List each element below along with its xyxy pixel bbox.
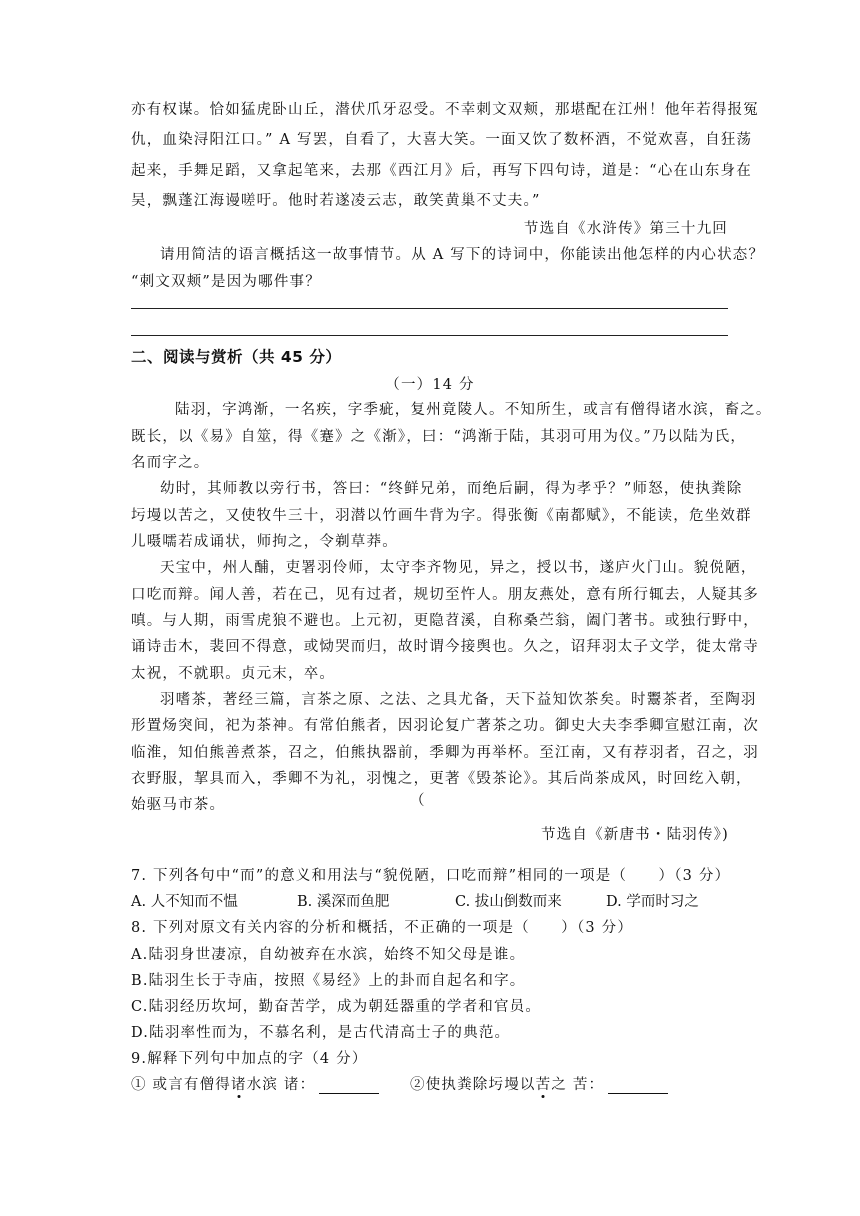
para3-line-5: 太祝，不就职。贞元末，卒。: [131, 666, 336, 682]
section2-heading: 二、阅读与赏析（共 45 分）: [131, 348, 342, 366]
answer-rule-1[interactable]: [131, 308, 728, 309]
passage1-question-line-1: 请用简洁的语言概括这一故事情节。从 A 写下的诗词中，你能读出他怎样的内心状态？: [160, 247, 765, 263]
para2-line-3: 儿嗫嚅若成诵状，师拘之，令剃草莽。: [131, 534, 398, 550]
para3-line-3: 嗔。与人期，雨雪虎狼不避也。上元初，更隐苕溪，自称桑苎翁，阖门著书。或独行野中，: [131, 613, 759, 629]
q8-option-c[interactable]: C.陆羽经历坎坷，勤奋苦学，成为朝廷器重的学者和官员。: [131, 999, 542, 1015]
para4-line-4: 衣野服，挈具而入，季卿不为礼，羽愧之，更著《毁茶论》。其后尚茶成风，时回纥入朝，: [131, 771, 752, 787]
q7-option-c[interactable]: C. 拔山倒数而来: [455, 894, 562, 910]
q9-item-1-dotted-char: 诸: [231, 1077, 247, 1093]
q9-item-2-dotted-char: 苦: [535, 1077, 552, 1093]
q7-option-b[interactable]: B. 溪深而鱼肥: [297, 894, 390, 910]
q8-option-b[interactable]: B.陆羽生长于寺庙，按照《易经》上的卦而自起名和字。: [131, 973, 526, 989]
para4-line-5: 始驱马市茶。: [131, 797, 226, 813]
para4-line-2: 形置炀突间，祀为茶神。有常伯熊者，因羽论复广著茶之功。御史大夫李季卿宣慰江南，次: [131, 718, 759, 734]
q9-answer-blank-1[interactable]: [319, 1079, 379, 1094]
q9-item-1-pre: ① 或言有僧得: [131, 1077, 232, 1093]
q8-stem: 8. 下列对原文有关内容的分析和概括，不正确的一项是（ ）（3 分）: [131, 920, 634, 936]
q7-option-a[interactable]: A. 人不知而不愠: [131, 894, 238, 910]
passage1-line-2: 仇，血染浔阳江口。” A 写罢，自看了，大喜大笑。一面又饮了数杯酒，不觉欢喜，自狂荡: [131, 132, 753, 148]
q9-item-2: [410, 1073, 668, 1094]
passage1-line-3: 起来，手舞足蹈，又拿起笔来，去那《西江月》后，再写下四句诗，道是：“心在山东身在: [131, 163, 752, 179]
para2-line-1: 幼时，其师教以旁行书，答曰：“终鲜兄弟，而绝后嗣，得为孝乎？”师怒，使执粪除: [160, 481, 743, 497]
para2-line-2: 圬墁以苦之，又使牧牛三十，羽潜以竹画牛背为字。得张衡《南都赋》，不能读，危坐效群: [131, 508, 752, 524]
para4-line-1: 羽嗜茶，著经三篇，言茶之原、之法、之具尤备，天下益知饮茶矣。时鬻茶者，至陶羽: [160, 692, 757, 708]
passage1-line-1: 亦有权谋。恰如猛虎卧山丘，潜伏爪牙忍受。不幸刺文双颊，那堪配在江州！他年若得报冤: [131, 102, 759, 118]
para3-line-1: 天宝中，州人酺，吏署羽伶师，太守李齐物见，异之，授以书，遂庐火门山。貌侻陋，: [160, 560, 757, 576]
q9-item-2-pre: ②使执粪除圬墁以: [410, 1077, 536, 1093]
q9-stem: 9.解释下列句中加点的字（4 分）: [131, 1051, 368, 1067]
para4-line-3: 临淮，知伯熊善煮茶，召之，伯熊执器前，季卿为再举杯。至江南，又有荐羽者，召之，羽: [131, 745, 759, 761]
para3-line-2: 口吃而辩。闻人善，若在己，见有过者，规切至忤人。朋友燕处，意有所行辄去，人疑其多: [131, 587, 759, 603]
q7-options: [0, 890, 860, 910]
q7-option-d[interactable]: D. 学而时习之: [606, 894, 699, 910]
answer-rule-2[interactable]: [131, 335, 728, 336]
para1-line-3: 名而字之。: [131, 455, 210, 471]
q8-option-d[interactable]: D.陆羽率性而为，不慕名利，是古代清高士子的典范。: [131, 1025, 511, 1041]
passage1-question-line-2: “刺文双颊”是因为哪件事？: [131, 274, 321, 290]
q9-item-1: [131, 1073, 379, 1094]
para3-line-4: 诵诗击木，裴回不得意，或恸哭而归，故时谓今接舆也。久之，诏拜羽太子文学，徙太常寺: [131, 639, 759, 655]
stray-paren: （: [410, 793, 426, 809]
passage1-line-4: 吴，飘蓬江海谩嗟吁。他时若遂凌云志，敢笑黄巢不丈夫。”: [131, 193, 541, 209]
q9-item-2-post: 之 苦：: [551, 1077, 605, 1093]
passage1-source: 节选自《水浒传》第三十九回: [523, 221, 728, 237]
q9-item-1-post: 水滨 诸：: [246, 1077, 316, 1093]
section2-source: 节选自《新唐书・陆羽传》): [540, 827, 729, 843]
q9-answer-blank-2[interactable]: [608, 1079, 668, 1094]
para1-line-1: 陆羽，字鸿渐，一名疾，字季疵，复州竟陵人。不知所生，或言有僧得诸水滨，畜之。: [175, 402, 772, 418]
q8-option-a[interactable]: A.陆羽身世凄凉，自幼被弃在水滨，始终不知父母是谁。: [131, 947, 526, 963]
q7-stem: 7. 下列各句中“而”的意义和用法与“貌侻陋，口吃而辩”相同的一项是（ ）（3 分）: [131, 868, 731, 884]
section2-part-label: （一）14 分: [385, 377, 475, 393]
para1-line-2: 既长，以《易》自筮，得《蹇》之《渐》，曰：“鸿渐于陆，其羽可用为仪。”乃以陆为氏，: [131, 429, 747, 445]
